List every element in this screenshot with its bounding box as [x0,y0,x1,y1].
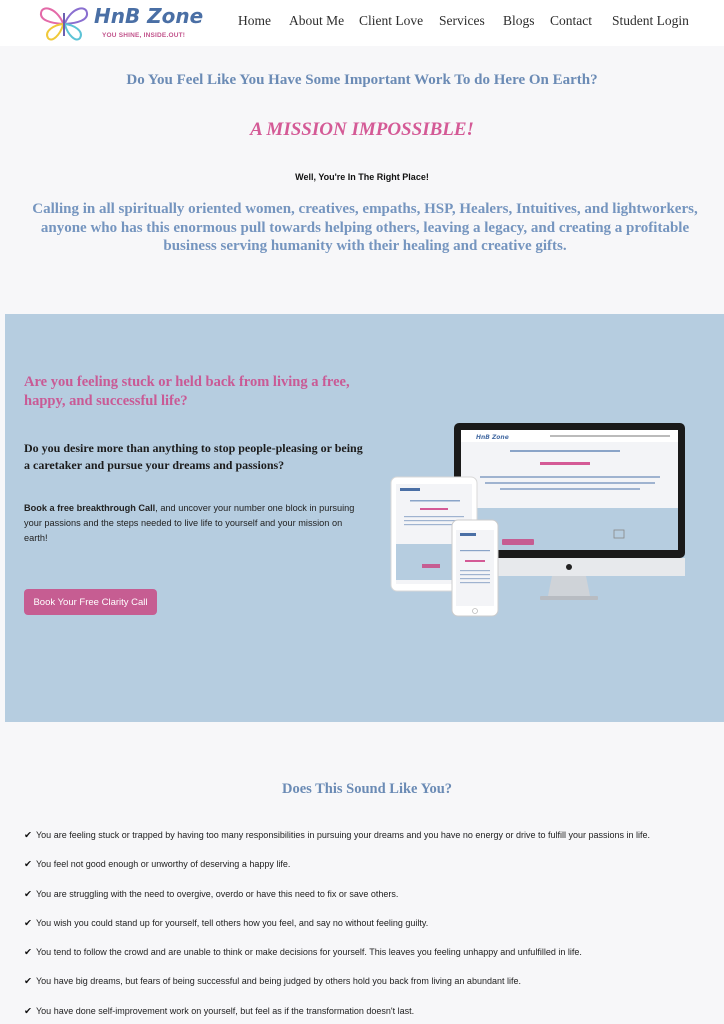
check-icon: ✔ [24,859,32,871]
list-item [24,828,714,857]
checklist [24,828,714,1024]
book-call-paragraph [24,501,364,546]
list-item-text: You are feeling stuck or trapped by having too many responsibilities in pursuing your dreams and you have no energy or drive to fulfill your passions in life. [36,830,651,840]
nav-client-love[interactable]: Client Love [359,13,424,28]
nav-blogs[interactable]: Blogs [503,13,535,28]
list-item [24,945,714,974]
check-icon: ✔ [24,976,32,988]
check-icon: ✔ [24,830,32,841]
check-icon: ✔ [24,1005,32,1017]
list-item [24,916,714,945]
nav-contact[interactable]: Contact [550,13,592,28]
check-icon: ✔ [24,888,32,900]
nav-home[interactable]: Home [238,13,271,28]
check-icon: ✔ [24,947,32,959]
right-place-text: Well, You're In The Right Place! [295,172,429,182]
site-header [0,0,724,46]
list-item-text: You feel not good enough or unworthy of deserving a happy life. [36,859,291,870]
book-call-bold: Book a free breakthrough Call [24,503,156,513]
stuck-heading: Are you feeling stuck or held back from living a free, happy, and successful life? [24,374,350,409]
list-item-text: You are struggling with the need to overgive, overdo or have this need to fix or save others. [36,888,399,899]
butterfly-logo-icon [36,3,92,43]
list-item [24,1004,714,1024]
intro-question: Do You Feel Like You Have Some Important Work To do Here On Earth? [126,72,598,88]
desire-heading: Do you desire more than anything to stop people-pleasing or being a caretaker and pursue your dreams and passions? [24,441,363,472]
checklist-title: Does This Sound Like You? [281,781,453,797]
mockup-brand: HnB Zone [476,434,509,441]
list-item-text: You wish you could stand up for yourself, tell others how you feel, and say no without feeling guilty. [36,917,429,928]
mission-heading: A MISSION IMPOSSIBLE! [250,119,474,140]
list-item-text: You tend to follow the crowd and are unable to think or make decisions for yourself. This leaves you feeling unhappy and unfulfilled in life. [36,947,582,958]
check-icon: ✔ [24,917,32,929]
list-item [24,974,714,1003]
list-item-text: You have done self-improvement work on yourself, but feel as if the transformation doesn't last. [36,1005,415,1016]
site-logo[interactable] [36,3,206,43]
nav-services[interactable]: Services [439,13,485,28]
nav-student-login[interactable]: Student Login [612,13,689,28]
list-item [24,887,714,916]
list-item-text: You have big dreams, but fears of being successful and being judged by others hold you back from living an abundant life. [36,976,521,987]
book-clarity-call-button[interactable]: Book Your Free Clarity Call [24,589,157,615]
calling-paragraph: Calling in all spiritually oriented women, creatives, empaths, HSP, Healers, Intuitives, and lightworkers, anyone who has this enormous pull towards helping others, leaving a legacy, and creating a profitable business serving humanity with their healing and creative gifts. [32,201,698,254]
book-call-rest: , and uncover your number one block in pursuing your passions and the steps needed to live life to yourself and your mission on earth! [24,503,355,543]
logo-tagline: YOU SHINE, INSIDE.OUT! [102,32,186,39]
device-mockup-image [390,420,690,620]
nav-about-me[interactable]: About Me [289,13,345,28]
list-item [24,857,714,886]
logo-title: HnB Zone [94,4,204,28]
